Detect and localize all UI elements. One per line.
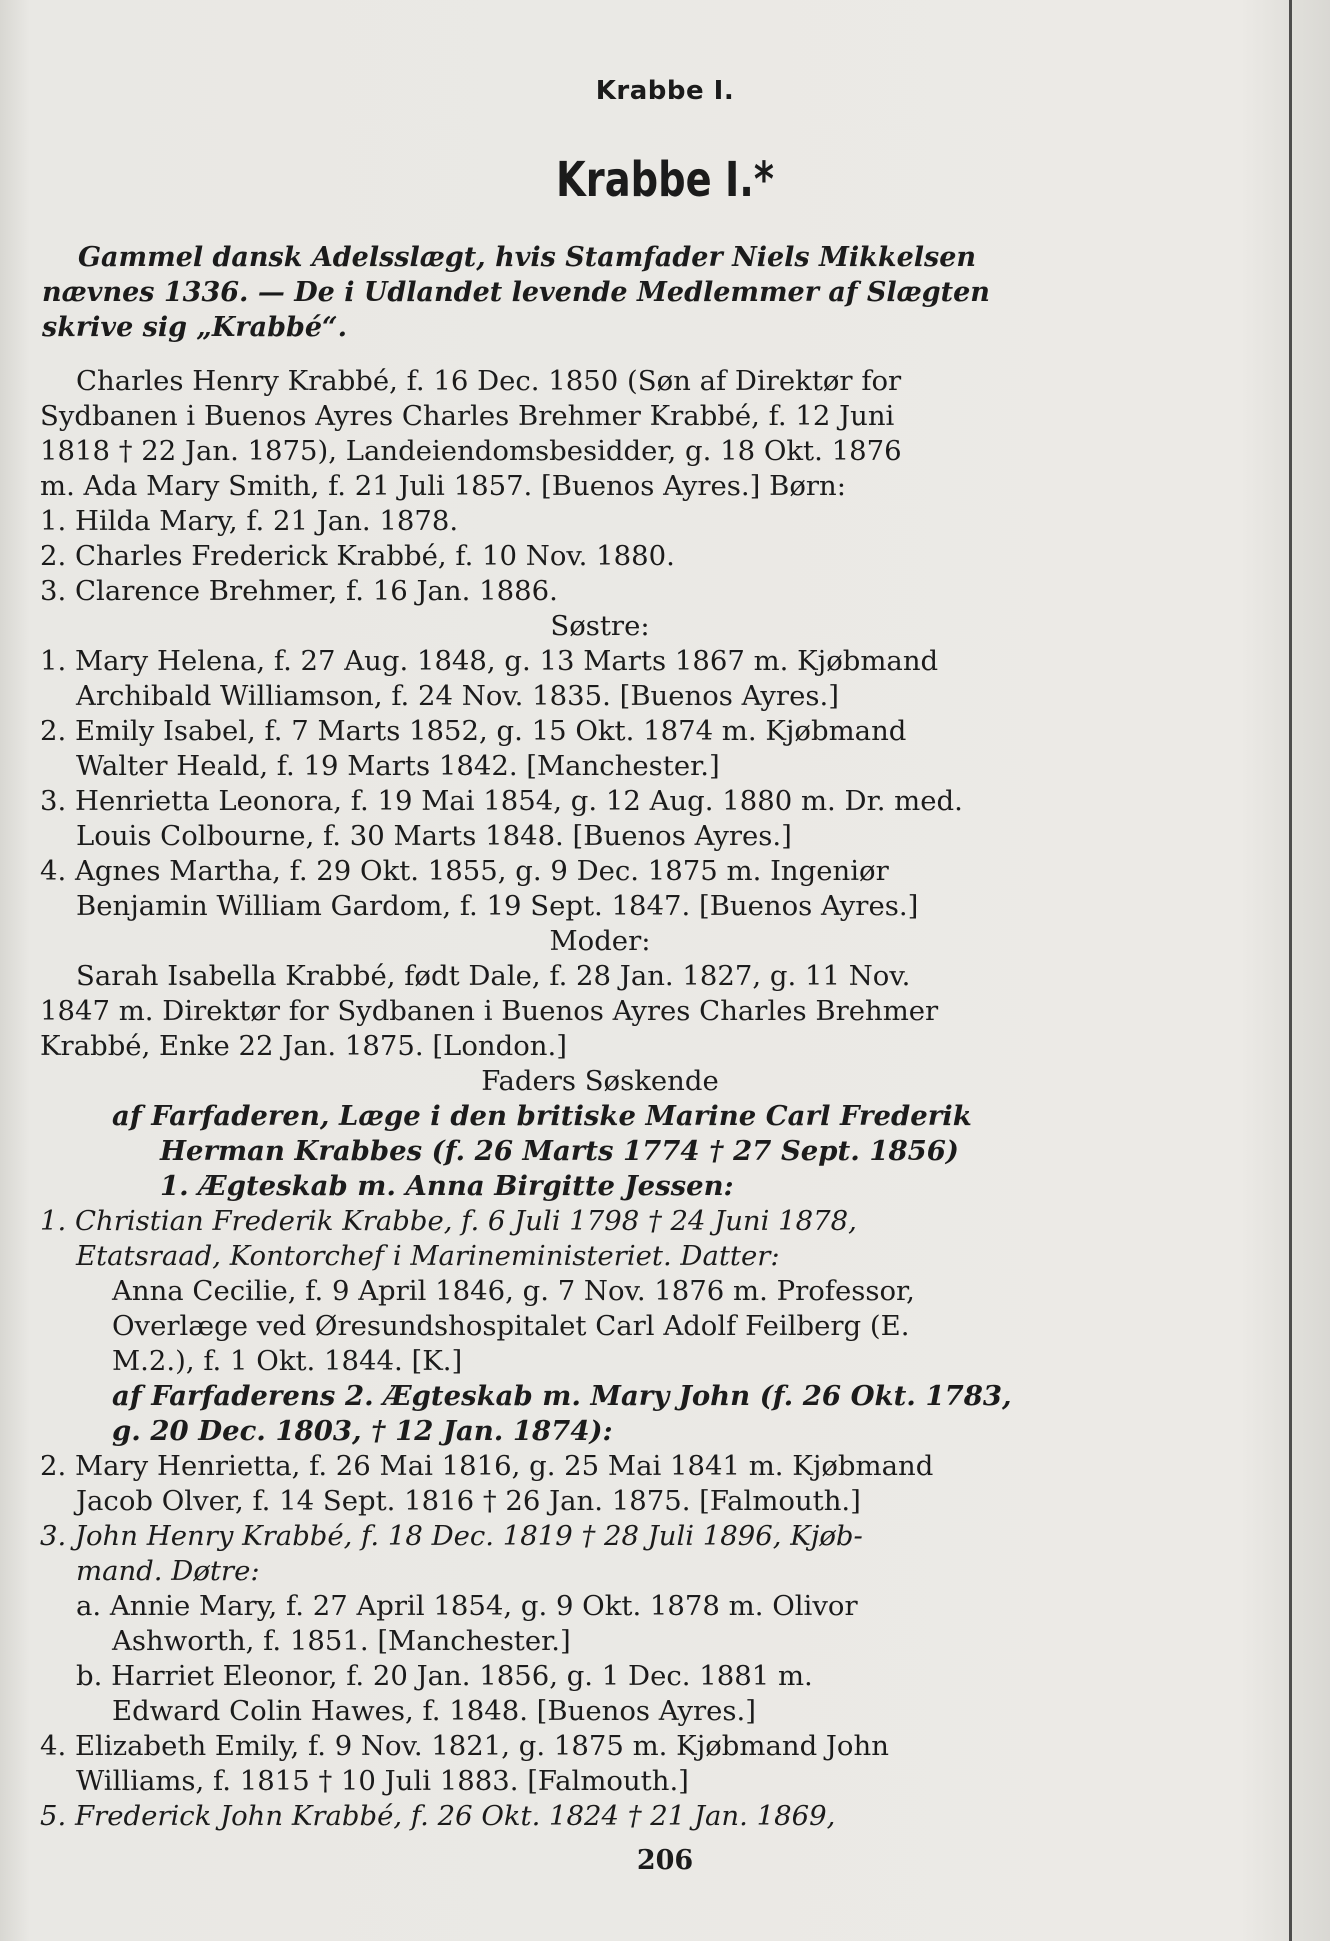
text-line: Krabbé, Enke 22 Jan. 1875. [London.] [40,1030,567,1062]
page-edge-line [1289,0,1292,1941]
intro-line: nævnes 1336. — De i Udlandet levende Medlemmer af Slægten [42,277,990,308]
text-line: Sarah Isabella Krabbé, født Dale, f. 28 Jan. 1827, g. 11 Nov. [76,960,911,992]
text-line: 2. Mary Henrietta, f. 26 Mai 1816, g. 25 Mai 1841 m. Kjøbmand [40,1450,934,1482]
genealogy-body [40,364,1160,1834]
text-line: 3. John Henry Krabbé, f. 18 Dec. 1819 † 28 Juli 1896, Kjøb- [40,1520,863,1552]
text-line: 1. Hilda Mary, f. 21 Jan. 1878. [40,505,459,537]
text-line: 3. Clarence Brehmer, f. 16 Jan. 1886. [40,575,558,607]
section-heading: Faders Søskende [481,1065,719,1097]
text-line: 4. Agnes Martha, f. 29 Okt. 1855, g. 9 Dec. 1875 m. Ingeniør [40,855,889,887]
text-line: M.2.), f. 1 Okt. 1844. [K.] [112,1345,463,1377]
text-line: 4. Elizabeth Emily, f. 9 Nov. 1821, g. 1875 m. Kjøbmand John [40,1730,889,1762]
text-line: Sydbanen i Buenos Ayres Charles Brehmer Krabbé, f. 12 Juni [40,400,895,432]
text-line: Louis Colbourne, f. 30 Marts 1848. [Buenos Ayres.] [76,820,792,852]
text-line: Charles Henry Krabbé, f. 16 Dec. 1850 (Søn af Direktør for [76,365,902,397]
text-line: Williams, f. 1815 † 10 Juli 1883. [Falmouth.] [76,1765,689,1797]
section-heading: Søstre: [550,610,650,642]
text-line: Walter Heald, f. 19 Marts 1842. [Manchester.] [76,750,720,782]
text-line: 1. Mary Helena, f. 27 Aug. 1848, g. 13 Marts 1867 m. Kjøbmand [40,645,939,677]
text-line: 2. Charles Frederick Krabbé, f. 10 Nov. 1880. [40,540,675,572]
text-line: Jacob Olver, f. 14 Sept. 1816 † 26 Jan. 1875. [Falmouth.] [76,1485,861,1517]
text-line: Benjamin William Gardom, f. 19 Sept. 1847. [Buenos Ayres.] [76,890,919,922]
text-line: a. Annie Mary, f. 27 April 1854, g. 9 Okt. 1878 m. Olivor [76,1590,858,1622]
text-line: 1818 † 22 Jan. 1875), Landeiendomsbesidder, g. 18 Okt. 1876 [40,435,902,467]
text-line: Etatsraad, Kontorchef i Marineministeriet. Datter: [76,1240,780,1272]
text-line: Anna Cecilie, f. 9 April 1846, g. 7 Nov. 1876 m. Professor, [112,1275,915,1307]
text-line: mand. Døtre: [76,1555,260,1587]
text-line: af Farfaderen, Læge i den britiske Marine Carl Frederik [112,1100,972,1132]
text-line: 1. Christian Frederik Krabbe, f. 6 Juli 1798 † 24 Juni 1878, [40,1205,857,1237]
intro-line: skrive sig „Krabbé“. [42,312,347,343]
text-line: Ashworth, f. 1851. [Manchester.] [112,1625,571,1657]
text-line: 3. Henrietta Leonora, f. 19 Mai 1854, g. 12 Aug. 1880 m. Dr. med. [40,785,963,817]
running-head: Krabbe I. [595,76,735,106]
text-line: b. Harriet Eleonor, f. 20 Jan. 1856, g. 1 Dec. 1881 m. [76,1660,813,1692]
text-line: Edward Colin Hawes, f. 1848. [Buenos Ayres.] [112,1695,757,1727]
intro-line: Gammel dansk Adelsslægt, hvis Stamfader Niels Mikkelsen [78,242,977,273]
text-line: af Farfaderens 2. Ægteskab m. Mary John (f. 26 Okt. 1783, [112,1380,1012,1412]
text-line: 5. Frederick John Krabbé, f. 26 Okt. 1824 † 21 Jan. 1869, [40,1800,836,1832]
entry-title: Krabbe I.* [556,152,774,208]
intro-paragraph [42,240,1152,345]
section-heading: Moder: [549,925,651,957]
text-line: Overlæge ved Øresundshospitalet Carl Adolf Feilberg (E. [112,1310,910,1342]
text-line: Herman Krabbes (f. 26 Marts 1774 † 27 Sept. 1856) [160,1135,959,1167]
text-line: g. 20 Dec. 1803, † 12 Jan. 1874): [112,1415,613,1447]
text-line: Archibald Williamson, f. 24 Nov. 1835. [Buenos Ayres.] [76,680,839,712]
text-line: m. Ada Mary Smith, f. 21 Juli 1857. [Buenos Ayres.] Børn: [40,470,846,502]
text-line: 2. Emily Isabel, f. 7 Marts 1852, g. 15 Okt. 1874 m. Kjøbmand [40,715,907,747]
page-number: 206 [636,1845,694,1876]
text-line: 1847 m. Direktør for Sydbanen i Buenos Ayres Charles Brehmer [40,995,939,1027]
text-line: 1. Ægteskab m. Anna Birgitte Jessen: [160,1170,734,1202]
